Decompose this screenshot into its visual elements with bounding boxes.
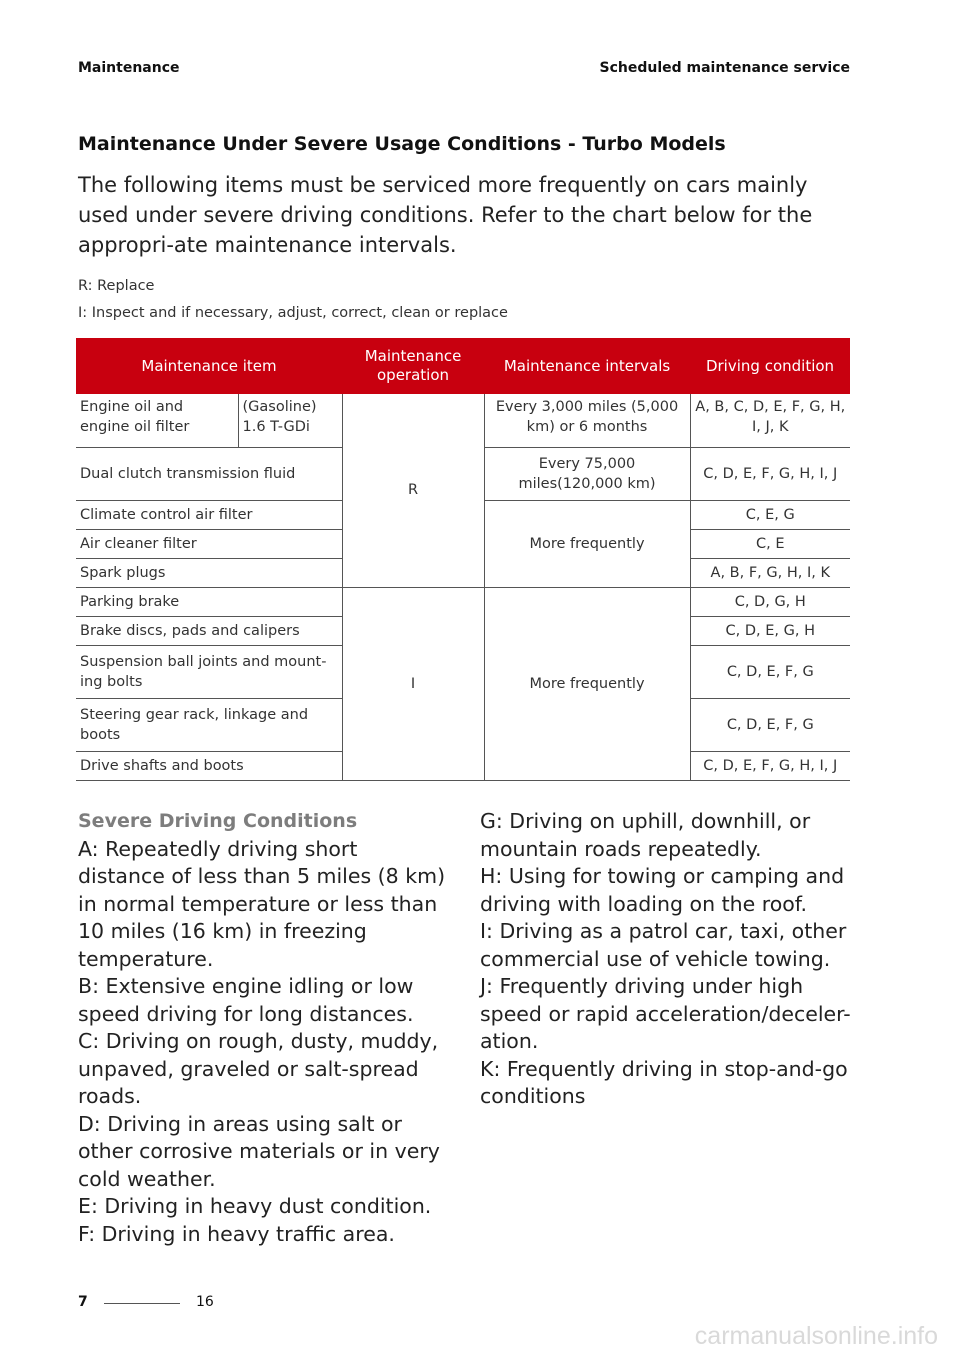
running-header-topic: Scheduled maintenance service [599,60,850,76]
condition-cell: C, D, E, F, G, H, I, J [690,447,850,500]
item-cell: Parking brake [76,587,342,616]
conditions-right-column [480,808,852,1111]
item-sub-cell: (Gasoline) 1.6 T-GDi [238,394,342,447]
intro-paragraph: The following items must be serviced more frequently on cars mainly used under severe driving conditions. Refer to the chart below for the appropri-ate maintenance intervals. [78,173,813,257]
condition-cell: C, E, G [690,500,850,529]
interval-cell: Every 75,000 miles(120,000 km) [484,447,690,500]
item-cell: Air cleaner filter [76,529,342,558]
condition-cell: C, E [690,529,850,558]
condition-cell: A, B, C, D, E, F, G, H, I, J, K [690,394,850,447]
interval-cell: Every 3,000 miles (5,000 km) or 6 months [484,394,690,447]
condition-f: F: Driving in heavy traffic area. [78,1221,395,1246]
table-header-row [76,338,850,394]
item-cell: Spark plugs [76,558,342,587]
watermark-text: carmanualsonline.info [694,1322,938,1350]
legend-inspect: I: Inspect and if necessary, adjust, correct, clean or replace [78,305,508,321]
condition-k: K: Frequently driving in stop-and-go conditions [480,1056,848,1108]
item-cell: Dual clutch transmission fluid [76,447,342,500]
header-maintenance-operation: Maintenance operation [342,338,484,394]
footer-page-number: 16 [196,1294,214,1310]
header-maintenance-item: Maintenance item [76,338,342,394]
legend-replace: R: Replace [78,278,155,294]
condition-j: J: Frequently driving under high speed or rapid acceleration/deceler-ation. [480,974,851,1053]
item-cell: Suspension ball joints and mount-ing bolts [76,645,342,698]
condition-cell: C, D, E, F, G [690,645,850,698]
footer-divider [104,1303,180,1304]
header-maintenance-intervals: Maintenance intervals [484,338,690,394]
operation-cell: R [342,394,484,587]
condition-cell: C, D, E, G, H [690,616,850,645]
operation-cell: I [342,587,484,780]
condition-a: A: Repeatedly driving short distance of less than 5 miles (8 km) in normal temperature or less than 10 miles (16 km) in freezing temperature. [78,836,446,971]
condition-h: H: Using for towing or camping and driving with loading on the roof. [480,864,845,916]
conditions-heading: Severe Driving Conditions [78,810,358,832]
table-row [76,394,850,447]
interval-cell: More frequently [484,587,690,780]
running-header-section: Maintenance [78,60,180,76]
footer-chapter-number: 7 [78,1294,88,1310]
table-row [76,587,850,616]
condition-e: E: Driving in heavy dust condition. [78,1194,432,1218]
item-cell: Steering gear rack, linkage and boots [76,698,342,751]
page-title: Maintenance Under Severe Usage Conditions - Turbo Models [78,133,726,155]
condition-c: C: Driving on rough, dusty, muddy, unpaved, graveled or salt-spread roads. [78,1029,439,1108]
item-cell: Brake discs, pads and calipers [76,616,342,645]
condition-d: D: Driving in areas using salt or other corrosive materials or in very cold weather. [78,1111,440,1191]
maintenance-table [76,338,850,781]
item-cell: Climate control air filter [76,500,342,529]
interval-cell: More frequently [484,500,690,587]
condition-cell: A, B, F, G, H, I, K [690,558,850,587]
condition-i: I: Driving as a patrol car, taxi, other commercial use of vehicle towing. [480,919,847,971]
conditions-left-column [78,808,450,1248]
item-cell: Drive shafts and boots [76,751,342,780]
header-driving-condition: Driving condition [690,338,850,394]
condition-cell: C, D, G, H [690,587,850,616]
condition-g: G: Driving on uphill, downhill, or mountain roads repeatedly. [480,809,811,861]
condition-cell: C, D, E, F, G, H, I, J [690,751,850,780]
condition-cell: C, D, E, F, G [690,698,850,751]
item-cell: Engine oil and engine oil filter [76,394,238,447]
condition-b: B: Extensive engine idling or low speed driving for long distances. [78,974,414,1026]
